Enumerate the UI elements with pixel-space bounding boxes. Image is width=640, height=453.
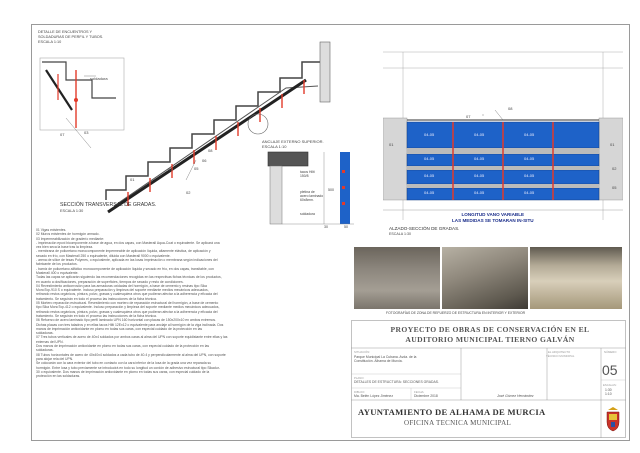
note-line: retirando restos orgánicos, pintura, polvo, grasas y cualesquiera otros que pudieran afectar a la adherencia y eficacia del: [36, 292, 218, 297]
callout-04: 04: [168, 167, 173, 172]
note-line: MonoTop-910 S o equivalente. Incluso preparación y limpieza del soporte mediante medios mecánicos adecuados,: [36, 288, 209, 293]
cell-label-6: 04-05: [524, 156, 535, 161]
note-line: Dichas placas con tres taladros y en ellas tacos Hilti 12Ex12 o equivalente para anclaje al hormigón de la viga inclinada. Dos: [36, 322, 224, 327]
arquitecto-label: EL ARQUITECTO: [548, 350, 571, 354]
note-line: 05 Mortero reparación estructural. Revestimiento con mortero de reparación estructural del hormigón, a base de cemento: [36, 301, 219, 306]
note-line: tratamiento. Se seguirán en todo el proceso las instrucciones de la ficha técnica.: [36, 313, 157, 318]
dibujo-value: Ma. Belén López Jiménez: [354, 394, 394, 398]
note-line: - barniz de poliuretano alifático monocomponente de aplicación líquida y secado en frío, en dos capas, transitable, con: [36, 266, 214, 271]
numero-value: 05: [602, 362, 618, 378]
note-line: tipo Sika MonoTop-412 o equivalente. Incluso preparación y limpieza del soporte mediante medios mecánicos adecuados,: [36, 305, 220, 310]
ayuntamiento-name: AYUNTAMIENTO DE ALHAMA DE MURCIA: [358, 407, 546, 417]
cell-label-5: 04-05: [474, 156, 485, 161]
cell-label-9: 04-05: [524, 173, 535, 178]
cell-label-1: 04-05: [424, 132, 435, 137]
elev-callout-05: 05: [612, 185, 617, 190]
anchor-title: ANCLAJE EXTERNO SUPERIOR.: [262, 139, 324, 144]
note-line: manos de imprimación antioxidante en plomo en todas sus caras, con especial cuidado de la protección en las: [36, 326, 203, 331]
note-line: fabricante de los productos.: [36, 262, 78, 267]
note-line: secado en frío, con Masterall 250 o equivalente, diluida con Masterall 9000 o equivalente.: [36, 253, 171, 258]
callout-05: 05: [194, 166, 199, 171]
cell-label-12: 04-05: [524, 190, 535, 195]
note-line: vez bien seca la base tras la limpieza.: [36, 245, 94, 250]
note-line: - arena de sílice de tesas Polymes, o equivalente, aplicada en las losas imprimación o membrana según indicaciones del: [36, 258, 218, 263]
dim-50: 50: [344, 225, 348, 229]
fecha-label: FECHA:: [414, 390, 425, 394]
cell-label-2: 04-05: [474, 132, 485, 137]
situacion-label: SITUACIÓN:: [354, 350, 371, 354]
note-line: protección en las soldaduras.: [36, 374, 81, 379]
arquitecto-name: José Gómez Hernández: [497, 394, 534, 398]
note-line: Todas las capas se aplicarán siguiendo las recomendaciones recogidas en las respectivas fichas técnicas de los productos,: [36, 275, 222, 280]
dim-30: 30: [324, 225, 328, 229]
cell-label-8: 04-05: [474, 173, 485, 178]
photo-interior-center: [442, 247, 528, 309]
cell-label-4: 04-05: [424, 156, 435, 161]
callout-07: 07: [60, 132, 65, 137]
note-line: 07 Tres tubos verticales de acero de 40x4 soldados por ambos caras al alma del UPN con soporte equidistante entre ellas y las: [36, 335, 228, 340]
elevation-drawing: [383, 50, 623, 230]
note-line: soldaduras.: [36, 331, 54, 336]
cell-label-7: 04-05: [424, 173, 435, 178]
section-title: SECCIÓN TRANSVERSAL DE GRADAS.: [60, 202, 157, 208]
note-line: externas del UPN.: [36, 339, 64, 344]
elev-callout-01a: 01: [389, 142, 394, 147]
tacos-tag: tacos Hilti 150/8: [300, 170, 315, 178]
note-line: retirando restos orgánicos, pintura, polvo, grasas y cualesquiera otros que pudieran afectar a la adherencia y eficacia del: [36, 309, 218, 314]
note-line: 03 Impermeabilización de graderío mediante:: [36, 236, 105, 241]
municipal-coat-of-arms: [604, 406, 622, 432]
note-line: 02 Muros existentes de hormigón armado.: [36, 232, 100, 237]
specification-notes: [36, 228, 336, 436]
photo-exterior-right: [530, 247, 622, 309]
cell-label-10: 04-05: [424, 190, 435, 195]
escalas-label: ESCALAS:: [603, 383, 617, 387]
oficina-name: OFICINA TECNICA MUNICIPAL: [404, 419, 512, 427]
note-line: 01 Vigas existentes.: [36, 228, 67, 232]
arquitecto-sub: TÉCNICO MUNICIPAL: [546, 354, 575, 358]
note-line: en cuanto a dosificaciones, preparación de superficies, tiempos de secado y resto de condiciones.: [36, 279, 184, 284]
elev-callout-01b: 01: [610, 142, 615, 147]
section-scale: ESCALA 1:30: [60, 209, 84, 213]
note-line: 06 Refuerzo de acero laminado tipo perfil laminado UPN 160 horizontal con placas de 150x200x10 en ambos extremos.: [36, 318, 216, 323]
note-line: Dos manos de imprimación antioxidante en plomo en todas sus caras, con especial cuidado de la protección en las: [36, 344, 210, 349]
situacion-value: Parque Municipal La Cubana. Avda. de la Constitución. Alhama de Murcia.: [354, 355, 417, 364]
note-line: hormigón. Entre losa y tubo previamente se introducirá en todo su longitud un cordón de adhesivo estructural tipo Sikadur-: [36, 365, 220, 370]
project-title: PROYECTO DE OBRAS DE CONSERVACIÓN EN EL AUDITORIO MUNICIPAL TIERNO GALVÁN: [390, 325, 590, 344]
elev-callout-02: 02: [612, 166, 617, 171]
numero-label: NÚMERO: [604, 350, 617, 354]
callout-08: 08: [208, 148, 213, 153]
note-line: - imprimación epoxi bicomponente a base de agua, en dos capas, con Masterall Aqua-Coat o equivalente. Se aplicará una: [36, 240, 220, 245]
callout-01: 01: [130, 177, 135, 182]
note-line: - membrana de poliuretano monocomponente impermeable de aplicación líquida, altamente elástica, de aplicación y: [36, 249, 211, 254]
note-line: 30 o equivalente. Dos manos de imprimación antioxidante en plomo en todas sus caras, con especial cuidado de la: [36, 369, 210, 374]
length-note: LONGITUD VANO VARIABLE LAS MEDIDAS SE TOMARAN IN-SITU: [452, 212, 534, 223]
pletina-tag: pletina de acero laminado 60x8mm.: [300, 190, 324, 202]
plano-value: DETALLES DE ESTRUCTURA: SECCIONES GRADAS.: [354, 380, 439, 384]
anchor-scale: ESCALA 1:10: [262, 144, 287, 149]
elev-callout-07: 07: [466, 114, 471, 119]
note-line: 08 Tubos horizontales de acero de 40x40x4 soldados a cada tubo de 40.4 y perpendicularmente al alma del UPN, con soporte: [36, 352, 226, 357]
dibujo-label: DIBUJO:: [354, 390, 366, 394]
callout-02: 02: [186, 190, 191, 195]
photos-caption: FOTOGRAFÍAS DE ZONA DE REFUERZO DE ESTRUCTURA EN INTERIOR Y EXTERIOR: [386, 311, 526, 315]
soldadura-tag-2: soldadura: [300, 212, 315, 216]
callout-06: 06: [202, 158, 207, 163]
elevation-title: ALZADO-SECCIÓN DE GRADAS.: [389, 226, 460, 231]
note-line: para alojar rela del UPN.: [36, 356, 74, 361]
note-line: tratamiento. Se seguirán en todo el proceso las instrucciones de la ficha técnica.: [36, 296, 157, 301]
soldadura-tag: soldadura: [90, 76, 108, 81]
plano-label: PLANO:: [354, 376, 365, 380]
escalas-values: 1:30 1:10: [605, 388, 612, 397]
note-line: soldaduras.: [36, 348, 54, 353]
elevation-scale: ESCALA 1:30: [389, 232, 411, 236]
cell-label-3: 04-05: [524, 132, 535, 137]
callout-03: 03: [84, 130, 89, 135]
fecha-value: Diciembre 2018: [414, 394, 438, 398]
photo-interior-left: [354, 247, 440, 309]
cell-label-11: 04-05: [474, 190, 485, 195]
note-line: 04 Revestimiento anticorrosión para las armaduras oxidadas del hormigón, a base de cemento y resinas tipo Sika: [36, 283, 207, 288]
detail-title: DETALLE DE ENCUENTROS Y SOLDADURAS DE PERFIL Y TUBOS. ESCALA 1:10: [38, 30, 104, 44]
elev-callout-08: 08: [508, 106, 513, 111]
dim-500: 500: [328, 188, 334, 192]
note-line: Masterall 400 o equivalente.: [36, 270, 79, 275]
note-line: Se colocarán con la cara exterior del tubo en contacto con la cara inferior de la losa de la grada una vez reparada su: [36, 361, 212, 366]
